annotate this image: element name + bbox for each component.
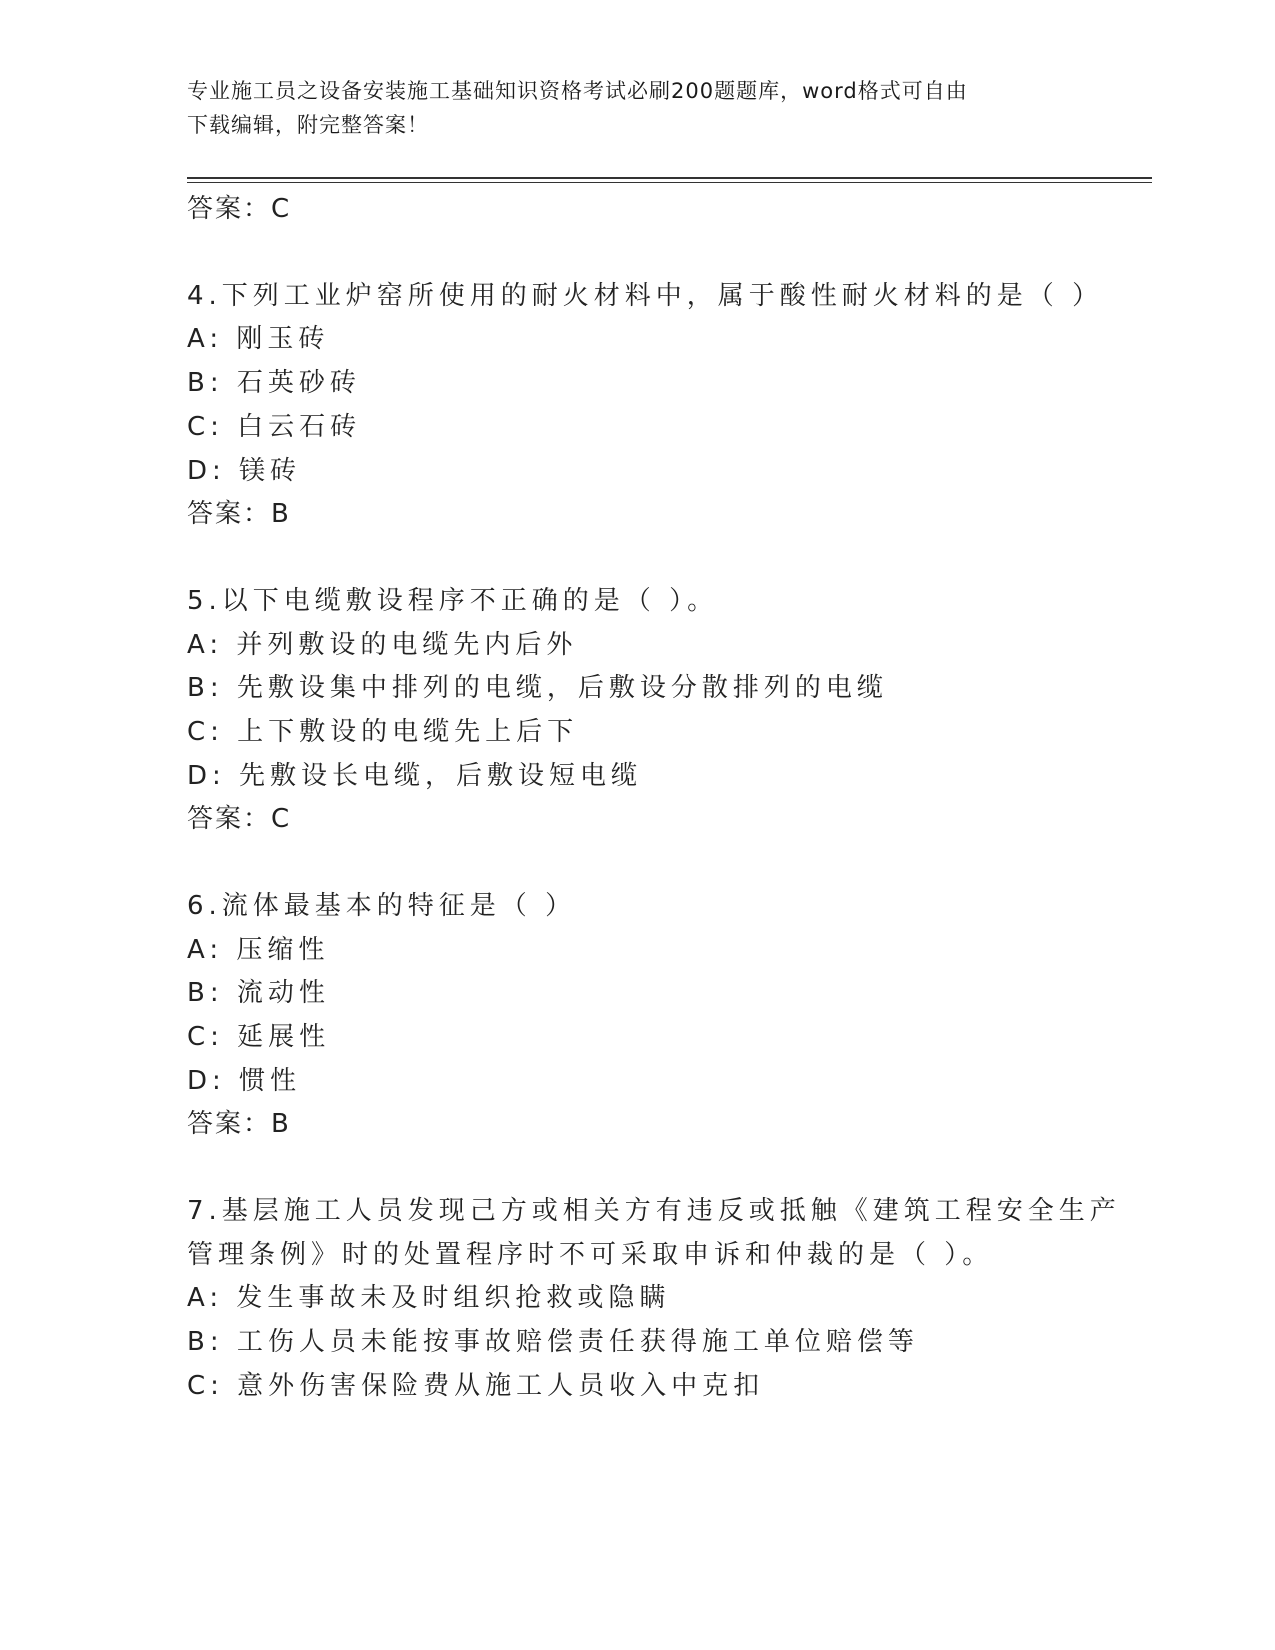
option-d: D: 惯性 <box>187 1066 302 1096</box>
option-b: B: 流动性 <box>187 978 330 1008</box>
option-c: C: 延展性 <box>187 1022 331 1052</box>
answer-line: 答案：B <box>187 499 291 529</box>
question-stem-line-2: 管理条例》时的处置程序时不可采取申诉和仲裁的是（ ）。 <box>187 1240 994 1270</box>
header-line-1: 专业施工员之设备安装施工基础知识资格考试必刷200题题库，word格式可自由 <box>187 79 968 103</box>
option-c: C: 白云石砖 <box>187 412 362 442</box>
document-header <box>187 74 1067 142</box>
option-a: A: 发生事故未及时组织抢救或隐瞒 <box>187 1283 671 1313</box>
question-stem: 4.下列工业炉窑所使用的耐火材料中，属于酸性耐火材料的是（ ） <box>187 281 1104 311</box>
option-c: C: 上下敷设的电缆先上后下 <box>187 717 579 747</box>
header-line-2: 下载编辑，附完整答案！ <box>187 113 429 137</box>
option-b: B: 石英砂砖 <box>187 368 361 398</box>
question-stem: 5.以下电缆敷设程序不正确的是（ ）。 <box>187 586 719 616</box>
option-b: B: 先敷设集中排列的电缆，后敷设分散排列的电缆 <box>187 673 888 703</box>
answer-line: 答案：C <box>187 194 292 224</box>
answer-line: 答案：B <box>187 1109 291 1139</box>
answer-line: 答案：C <box>187 804 292 834</box>
option-d: D: 镁砖 <box>187 456 302 486</box>
header-divider-thin <box>187 182 1152 183</box>
option-a: A: 刚玉砖 <box>187 324 330 354</box>
option-a: A: 压缩性 <box>187 935 330 965</box>
option-d: D: 先敷设长电缆，后敷设短电缆 <box>187 761 643 791</box>
option-b: B: 工伤人员未能按事故赔偿责任获得施工单位赔偿等 <box>187 1327 919 1357</box>
option-a: A: 并列敷设的电缆先内后外 <box>187 630 578 660</box>
question-stem: 6.流体最基本的特征是（ ） <box>187 891 577 921</box>
question-stem-line-1: 7.基层施工人员发现己方或相关方有违反或抵触《建筑工程安全生产 <box>187 1196 1121 1226</box>
header-divider-thick <box>187 177 1152 179</box>
option-c: C: 意外伤害保险费从施工人员收入中克扣 <box>187 1371 765 1401</box>
